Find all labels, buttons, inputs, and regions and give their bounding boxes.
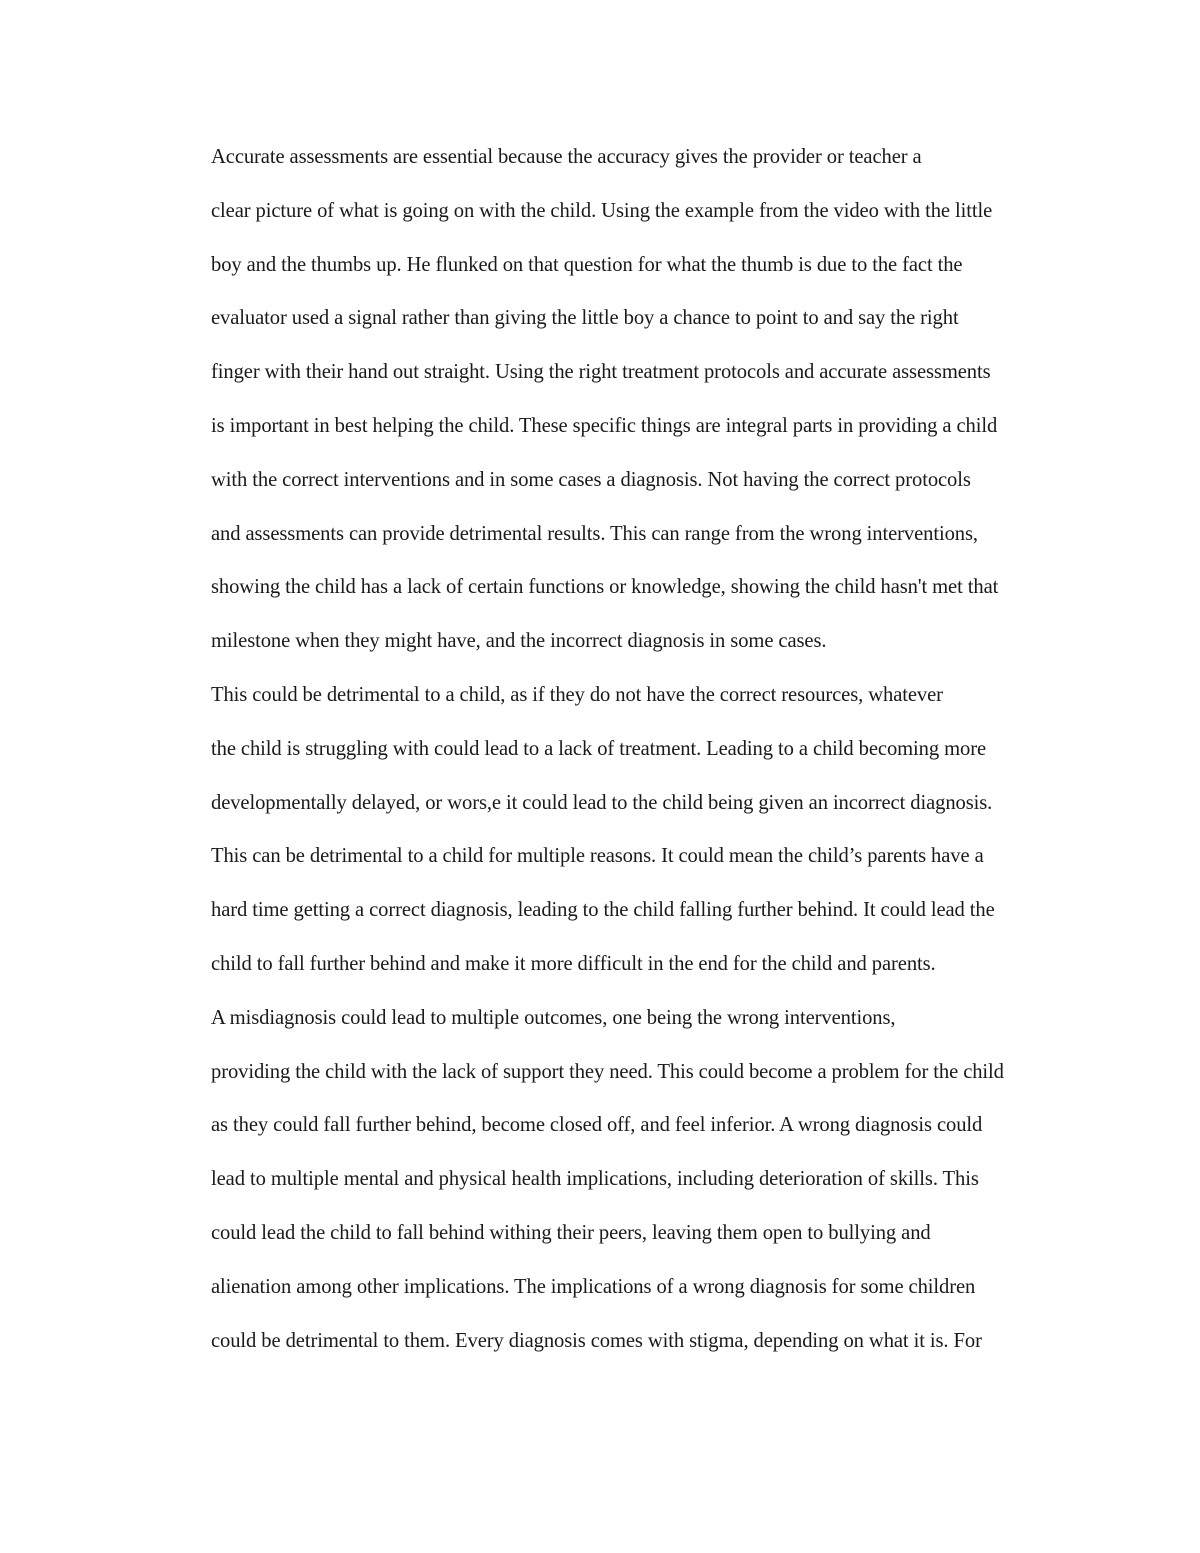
text-line: This can be detrimental to a child for multiple reasons. It could mean the child’s parents have a	[211, 845, 984, 868]
text-line: could lead the child to fall behind withing their peers, leaving them open to bullying and	[211, 1221, 931, 1244]
document-body	[141, 131, 1061, 1368]
paragraph-2	[141, 669, 1061, 992]
text-line: milestone when they might have, and the incorrect diagnosis in some cases.	[211, 630, 827, 653]
paragraph-1	[141, 131, 1061, 669]
text-line: with the correct interventions and in some cases a diagnosis. Not having the correct protocols	[211, 468, 971, 491]
text-line: the child is struggling with could lead to a lack of treatment. Leading to a child becoming more	[211, 737, 987, 760]
text-line: showing the child has a lack of certain functions or knowledge, showing the child hasn't met that	[211, 576, 999, 599]
text-line: finger with their hand out straight. Using the right treatment protocols and accurate assessments	[211, 361, 991, 384]
text-line: could be detrimental to them. Every diagnosis comes with stigma, depending on what it is. For	[211, 1329, 982, 1352]
text-line: and assessments can provide detrimental results. This can range from the wrong interventions,	[211, 522, 978, 545]
paragraph-3	[141, 992, 1061, 1369]
text-line: A misdiagnosis could lead to multiple outcomes, one being the wrong interventions,	[211, 1006, 896, 1029]
text-line: is important in best helping the child. These specific things are integral parts in providing a child	[211, 414, 998, 437]
text-line: alienation among other implications. The implications of a wrong diagnosis for some children	[211, 1275, 976, 1298]
text-line: hard time getting a correct diagnosis, leading to the child falling further behind. It could lead the	[211, 899, 995, 922]
text-line: child to fall further behind and make it more difficult in the end for the child and parents.	[211, 952, 936, 975]
text-line: boy and the thumbs up. He flunked on that question for what the thumb is due to the fact the	[211, 253, 963, 276]
text-line: providing the child with the lack of support they need. This could become a problem for the child	[211, 1060, 1004, 1083]
text-line: as they could fall further behind, become closed off, and feel inferior. A wrong diagnosis could	[211, 1114, 983, 1137]
text-line: clear picture of what is going on with the child. Using the example from the video with the little	[211, 199, 993, 222]
text-line: This could be detrimental to a child, as if they do not have the correct resources, whatever	[211, 683, 943, 706]
text-line: evaluator used a signal rather than giving the little boy a chance to point to and say the right	[211, 307, 959, 330]
text-line: lead to multiple mental and physical health implications, including deterioration of skills. This	[211, 1168, 979, 1191]
text-line: Accurate assessments are essential because the accuracy gives the provider or teacher a	[211, 146, 922, 168]
text-line: developmentally delayed, or wors,e it could lead to the child being given an incorrect diagnosis.	[211, 791, 993, 814]
